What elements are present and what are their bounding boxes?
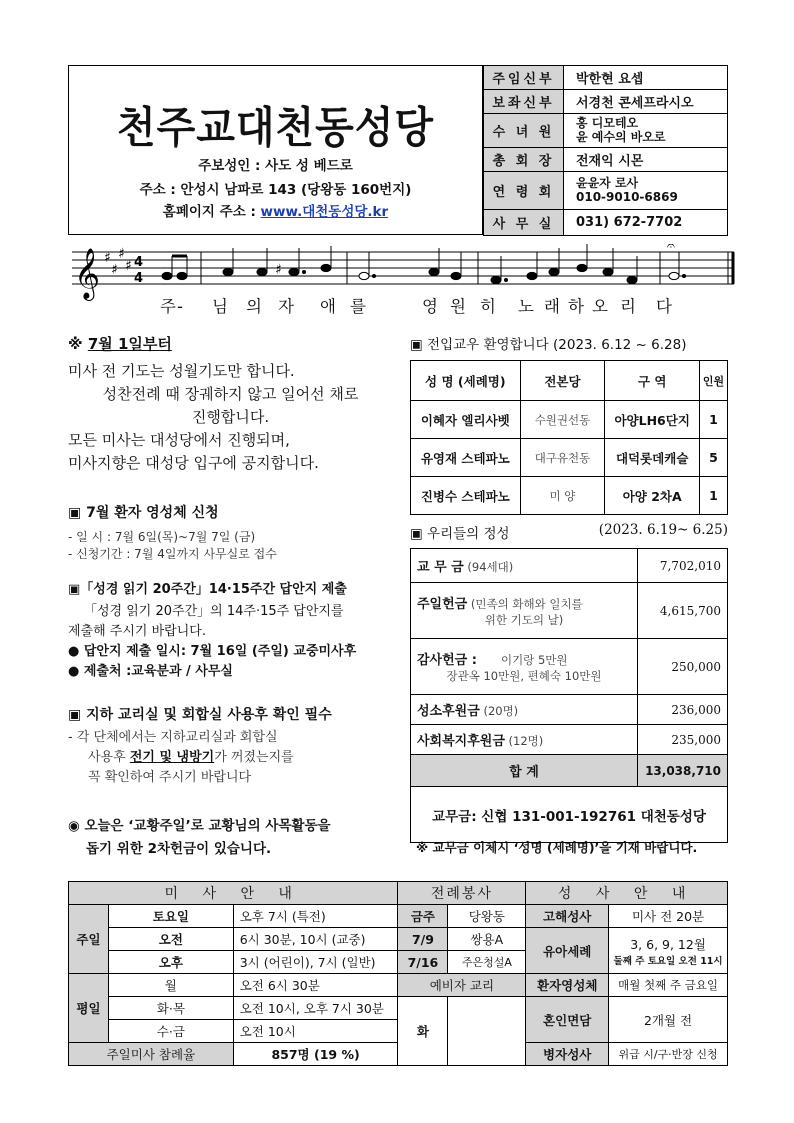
notice-line: ◉ 오늘은 ‘교황주일’로 교황님의 사목활동을	[68, 818, 331, 834]
address: 주소 : 안성시 남파로 143 (당왕동 160번지)	[139, 182, 412, 198]
svg-text:4: 4	[134, 271, 144, 286]
staff-name: 전재익 시몬	[564, 148, 728, 172]
lyric-syllable: 노	[518, 297, 535, 316]
staff-role: 총 회 장	[484, 148, 564, 172]
table-row: 주일헌금 (민족의 화해와 일치를 위한 기도의 날) 4,615,700	[411, 583, 728, 639]
staff-role: 사 무 실	[484, 210, 564, 236]
staff-name: 홍 디모테오 윤 예수의 바오로	[564, 114, 728, 148]
table-row: 진병수 스테파노 미 양 아양 2차A 1	[411, 477, 728, 515]
lyric-syllable: 하	[568, 297, 585, 316]
column-header: 전본당	[520, 361, 605, 401]
staff-role: 주임신부	[484, 66, 564, 90]
offerings-title: ▣ 우리들의 정성 (2023. 6.19~ 6.25)	[410, 522, 728, 542]
table-row: 감사헌금 : 이기랑 5만원 장관옥 10만원, 편혜숙 10만원 250,000	[411, 639, 728, 695]
lyric-syllable: 래	[544, 297, 561, 316]
offerings-table	[410, 548, 728, 843]
notice-line: 진행합니다.	[191, 408, 270, 426]
svg-text:♯: ♯	[104, 250, 111, 266]
column-header: 구 역	[605, 361, 700, 401]
notice-prayer	[68, 333, 393, 475]
section-heading: ▣「성경 읽기 20주간」14·15주간 답안지 제출	[68, 582, 347, 597]
staff-table	[483, 65, 728, 236]
notice-bible-reading	[68, 578, 393, 682]
lyric-syllable: 원	[450, 297, 467, 316]
fermata-icon: 𝄐	[667, 244, 675, 254]
lyric-syllable: 리	[620, 297, 637, 316]
account-row: 교무금: 신협 131-001-192761 대천동성당	[411, 787, 728, 843]
notice-basement-rooms	[68, 704, 393, 788]
account-note: ※ 교무금 이체시 ‘성명 (세례명)’을 기재 바랍니다.	[416, 840, 698, 855]
notice-bullet: ● 제출처 :교육분과 / 사무실	[68, 664, 233, 679]
lyric-syllable: 의	[246, 297, 263, 316]
weekday-label: 평일	[69, 974, 109, 1043]
attendance-label: 주일미사 참례율	[69, 1043, 234, 1066]
catechism-heading: 예비자 교리	[398, 974, 526, 997]
staff-phone: 031) 672-7702	[564, 210, 728, 236]
svg-text:♯: ♯	[118, 246, 125, 262]
newcomers-title: ▣ 전입교우 환영합니다 (2023. 6.12 ~ 6.28)	[410, 337, 687, 353]
notice-bullet: ● 답안지 제출 일시: 7월 16일 (주일) 교중미사후	[68, 644, 357, 659]
mass-guide-heading: 미 사 안 내	[69, 882, 398, 905]
lyric-syllable: 히	[480, 297, 497, 316]
total-row: 합 계 13,038,710	[411, 755, 728, 787]
staff-name: 윤윤자 로사 010-9010-6869	[564, 172, 728, 210]
column-header: 인원	[700, 361, 728, 401]
lyric-syllable: 님	[212, 297, 229, 316]
section-heading: ▣ 지하 교리실 및 회합실 사용후 확인 필수	[68, 707, 332, 723]
church-name: 천주교대천동성당	[116, 102, 435, 154]
notice-line: - 일 시 : 7월 6일(목)~7월 7일 (금)	[68, 530, 256, 544]
lyric-syllable: 다	[656, 297, 673, 316]
section-heading: ▣ 7월 환자 영성체 신청	[68, 505, 219, 521]
staff-role: 연 령 회	[484, 172, 564, 210]
patron-saint: 주보성인 : 사도 성 베드로	[198, 158, 353, 174]
lyric-syllable: 주-	[160, 297, 184, 316]
table-row: 성소후원금 (20명) 236,000	[411, 695, 728, 725]
table-row: 이혜자 엘리사벳 수원권선동 아양LH6단지 1	[411, 401, 728, 439]
notice-line: - 신청기간 : 7월 4일까지 사무실로 접수	[68, 547, 277, 561]
svg-text:♯: ♯	[111, 262, 118, 278]
staff-role: 수 녀 원	[484, 114, 564, 148]
treble-clef-icon: 𝄞	[74, 248, 101, 299]
sacrament-heading: 성 사 안 내	[526, 882, 728, 905]
table-row: 사회복지후원금 (12명) 235,000	[411, 725, 728, 755]
notice-line: 제출해 주시기 바랍니다.	[68, 624, 206, 639]
attendance-value: 857명 (19 %)	[233, 1043, 398, 1066]
sunday-label: 주일	[69, 905, 109, 974]
homepage-link[interactable]: www.대천동성당.kr	[260, 204, 389, 220]
staff-name: 서경천 콘세프라시오	[564, 90, 728, 114]
notice-papal-sunday	[68, 816, 393, 859]
staff-name: 박한현 요셉	[564, 66, 728, 90]
staff-role: 보좌신부	[484, 90, 564, 114]
svg-text:♯: ♯	[125, 258, 132, 274]
notice-line: 사용후 전기 및 냉방기가 꺼졌는지를	[88, 750, 294, 765]
sharp-icon: ♯	[275, 262, 282, 278]
lyric-syllable: 영	[422, 297, 439, 316]
homepage-label: 홈페이지 주소 :	[162, 204, 261, 220]
time-signature-icon	[134, 255, 143, 286]
notice-line: 미사 전 기도는 성월기도만 합니다.	[68, 362, 295, 380]
key-signature-icon	[104, 246, 132, 278]
schedule-table: 미 사 안 내 전례봉사 성 사 안 내 주일 토요일 오후 7시 (특전) 금주 당왕동 고해성사 미사 전 20분 오전 6시 30분, 10시 (교중) 7/9 쌍용A 유아세례 3, 6, 9, 12월 둘째 주 토요일 오전 11시 오후 3시 (어린이), 7시 (일반) 7/16 주은청설A 평일 월 오전 6시 30분 예비자 교리 환자영성체 매월 첫째 주 금요일 화·목 오전 10시, 오후 7시 30분 화 혼인면담 2개월 전 수·금 오전 10시 주일미사 참례율 857명 (19 %) 병자성사 위급 시/구·반장 신청	[68, 881, 728, 1066]
notes-icon	[162, 244, 686, 284]
notice-line: 모든 미사는 대성당에서 진행되며,	[68, 431, 290, 449]
notice-patient-communion	[68, 502, 393, 563]
notice-line: - 각 단체에서는 지하교리실과 회합실	[68, 730, 278, 745]
notice-line: 돕기 위한 2차헌금이 있습니다.	[86, 841, 272, 857]
newcomers-table	[410, 360, 728, 515]
notice-line: 「성경 읽기 20주간」의 14주·15주 답안지를	[84, 604, 344, 619]
lyric-syllable: 를	[350, 297, 367, 316]
header-box	[68, 65, 483, 235]
column-header: 성 명 (세례명)	[411, 361, 521, 401]
notice-heading: ※ 7월 1일부터	[68, 335, 172, 353]
notice-line: 미사지향은 대성당 입구에 공지합니다.	[68, 454, 319, 472]
svg-text:4: 4	[134, 255, 144, 270]
lyric-syllable: 오	[592, 297, 609, 316]
notice-line: 꼭 확인하여 주시기 바랍니다	[88, 770, 252, 785]
table-row: 유영재 스테파노 대구유천동 대덕롯데캐슬 5	[411, 439, 728, 477]
table-row: 교 무 금 (94세대) 7,702,010	[411, 549, 728, 583]
liturgy-heading: 전례봉사	[398, 882, 526, 905]
homepage	[69, 200, 482, 220]
notice-line: 성찬전례 때 장궤하지 않고 일어선 채로	[102, 385, 359, 403]
lyric-syllable: 자	[278, 297, 295, 316]
lyric-syllable: 애	[320, 297, 337, 316]
